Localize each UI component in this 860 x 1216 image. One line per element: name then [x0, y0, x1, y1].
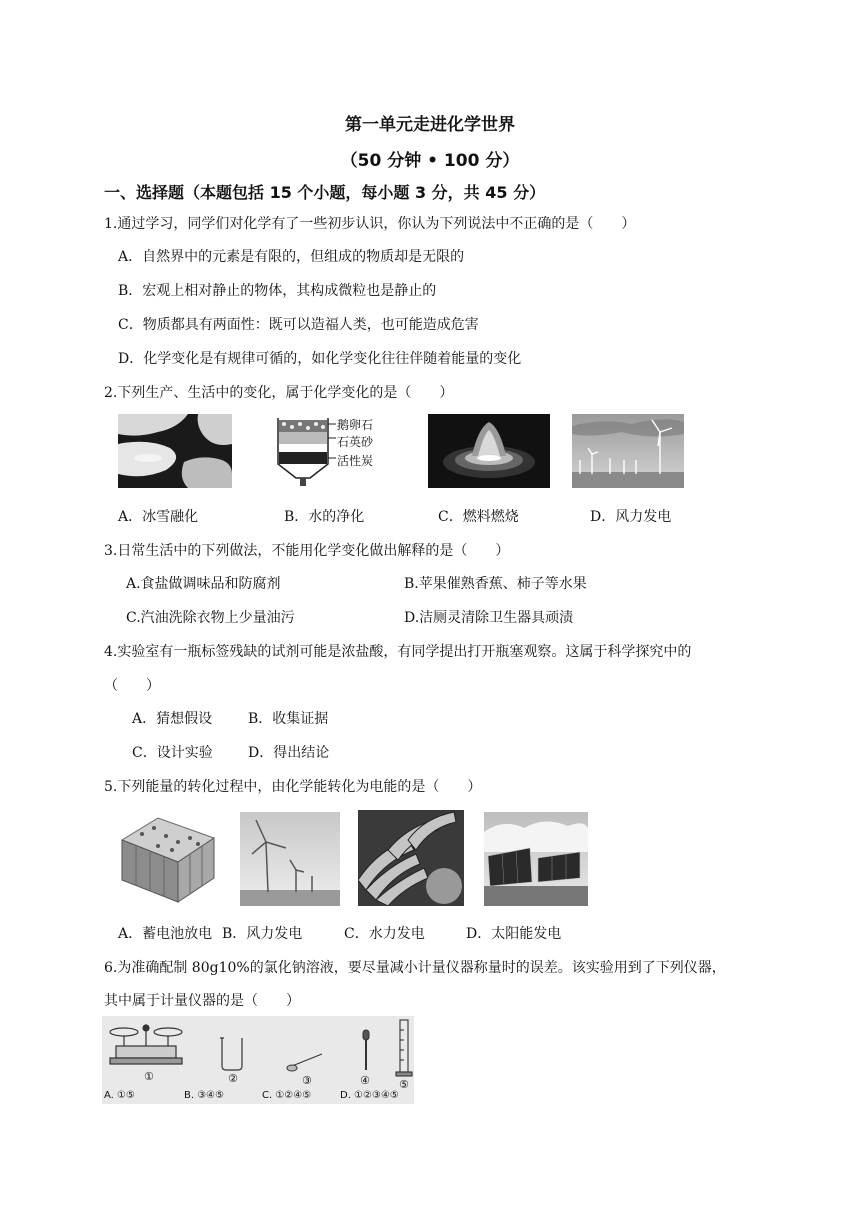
hydro-turbine-photo	[358, 810, 464, 906]
question-2-option-d: D．风力发电	[590, 509, 672, 525]
question-2-option-a: A．冰雪融化	[118, 509, 199, 525]
filter-label-activated-carbon: 活性炭	[337, 454, 374, 468]
gas-burner-photo	[428, 414, 550, 488]
ice-snow-photo	[118, 414, 232, 488]
question-2-option-c: C．燃料燃烧	[438, 509, 519, 525]
medicine-spoon-icon	[287, 1054, 322, 1071]
question-6-stem-continued: 其中属于计量仪器的是（ ）	[104, 993, 300, 1009]
question-2-option-b: B．水的净化	[284, 509, 365, 525]
question-3-option-a: A.食盐做调味品和防腐剂	[126, 576, 281, 592]
question-3-option-d: D.洁厕灵清除卫生器具顽渍	[404, 610, 574, 626]
filter-label-pebbles: 鹅卵石	[337, 418, 374, 432]
answer-choice-a: A. ①⑤	[104, 1090, 135, 1101]
section-heading: 一、选择题（本题包括 15 个小题，每小题 3 分，共 45 分）	[104, 183, 546, 202]
answer-choice-c: C. ①②④⑤	[262, 1090, 312, 1101]
question-5-stem: 5.下列能量的转化过程中，由化学能转化为电能的是（ ）	[104, 779, 482, 795]
question-5-option-c: C．水力发电	[344, 926, 425, 942]
question-5-option-b: B．风力发电	[222, 926, 303, 942]
beaker-icon	[220, 1038, 242, 1070]
question-1-option-b: B．宏观上相对静止的物体，其构成微粒也是静止的	[118, 283, 437, 299]
page-subtitle: （50 分钟 • 100 分）	[340, 151, 520, 171]
solar-panels-photo	[484, 812, 588, 906]
wind-turbines-photo	[572, 414, 684, 488]
question-4-stem-continued: （ ）	[104, 678, 160, 694]
balance-icon	[110, 1025, 182, 1064]
question-4-option-d: D．得出结论	[248, 745, 330, 761]
question-2-stem: 2.下列生产、生活中的变化，属于化学变化的是（ ）	[104, 385, 454, 401]
question-1-option-d: D．化学变化是有规律可循的，如化学变化往往伴随着能量的变化	[118, 351, 522, 367]
battery-bank-photo	[118, 812, 218, 906]
graduated-cylinder-icon	[396, 1020, 412, 1076]
question-5-option-d: D．太阳能发电	[466, 926, 562, 942]
answer-choice-d: D. ①②③④⑤	[340, 1090, 399, 1101]
wind-turbine-photo	[240, 812, 340, 906]
question-1-option-c: C．物质都具有两面性：既可以造福人类，也可能造成危害	[118, 317, 479, 333]
dropper-icon	[363, 1030, 369, 1070]
instrument-number-1: ①	[144, 1070, 154, 1083]
lab-instruments-figure	[102, 1016, 414, 1104]
question-4-stem: 4.实验室有一瓶标签残缺的试剂可能是浓盐酸，有同学提出打开瓶塞观察。这属于科学探究中的	[104, 644, 692, 660]
question-3-stem: 3.日常生活中的下列做法，不能用化学变化做出解释的是（ ）	[104, 543, 510, 559]
instrument-number-5: ⑤	[399, 1078, 409, 1091]
page-title: 第一单元走进化学世界	[345, 115, 515, 135]
question-4-option-c: C．设计实验	[132, 745, 213, 761]
answer-choice-b: B. ③④⑤	[184, 1090, 225, 1101]
question-1-stem: 1.通过学习，同学们对化学有了一些初步认识，你认为下列说法中不正确的是（ ）	[104, 216, 636, 232]
question-6-stem: 6.为准确配制 80g10%的氯化钠溶液，要尽量减小计量仪器称量时的误差。该实验用到了下列仪器，	[104, 960, 726, 976]
water-filter-diagram	[270, 414, 386, 488]
filter-label-quartz-sand: 石英砂	[337, 435, 374, 449]
question-4-option-b: B．收集证据	[248, 711, 329, 727]
instrument-number-2: ②	[228, 1072, 238, 1085]
instrument-number-4: ④	[360, 1074, 370, 1087]
question-3-option-b: B.苹果催熟香蕉、柿子等水果	[404, 576, 587, 592]
instrument-number-3: ③	[302, 1074, 312, 1087]
question-4-option-a: A．猜想假设	[132, 711, 213, 727]
question-3-option-c: C.汽油洗除衣物上少量油污	[126, 610, 295, 626]
question-5-option-a: A．蓄电池放电	[118, 926, 213, 942]
question-1-option-a: A．自然界中的元素是有限的，但组成的物质却是无限的	[118, 249, 465, 265]
